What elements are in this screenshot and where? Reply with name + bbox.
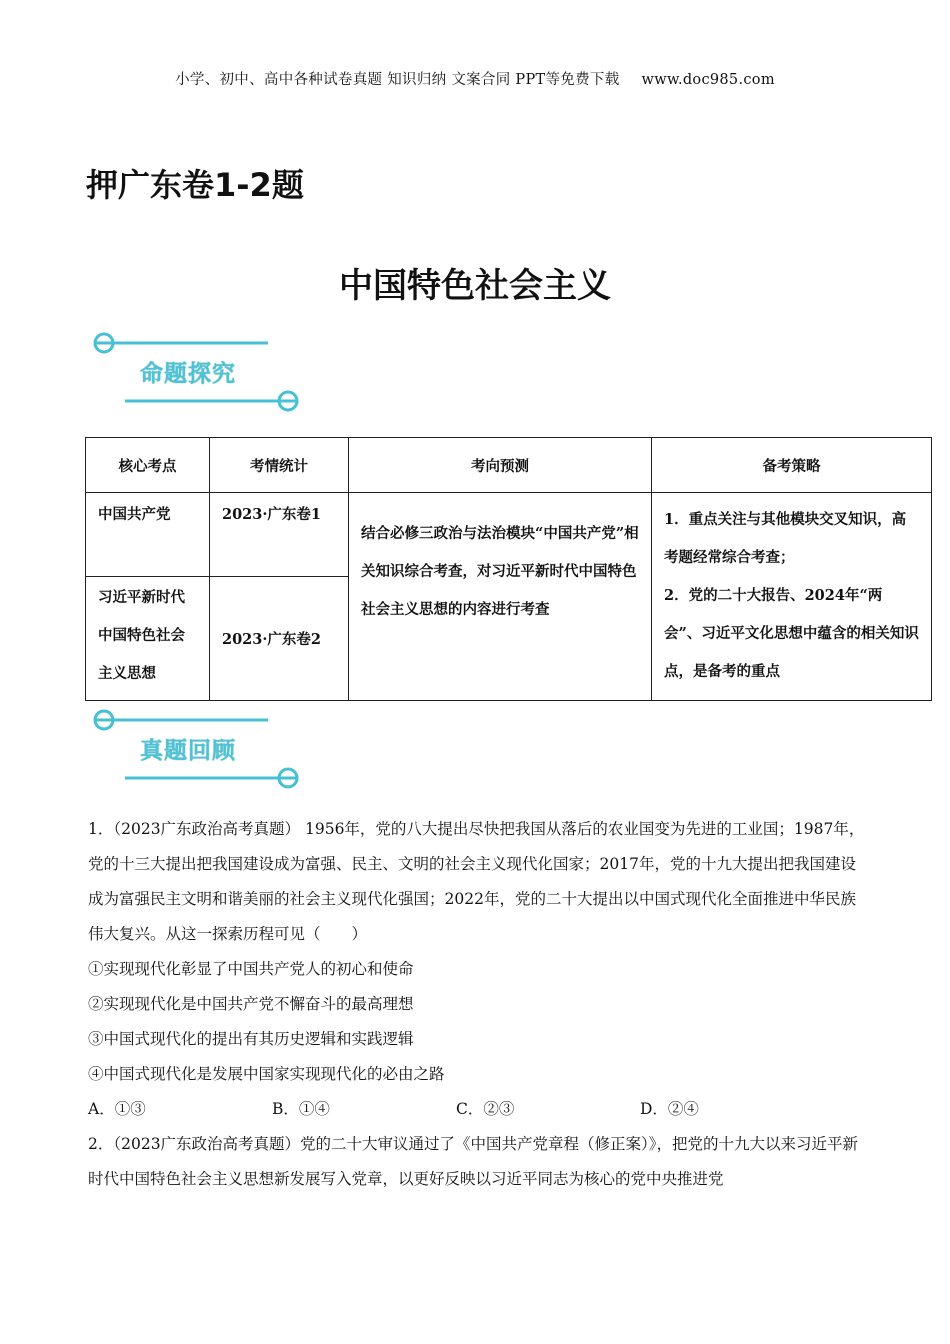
strategy-cell [652, 493, 932, 701]
header-statistics: 考情统计 [210, 438, 349, 493]
question-1-stem: 1．（2023广东政治高考真题） 1956年，党的八大提出尽快把我国从落后的农业国变为先进的工业国；1987年，党的十三大提出把我国建设成为富强、民主、文明的社会主义现代化国家；2017年，党的十九大提出把我国建设成为富强民主文明和谐美丽的社会主义现代化强国；2022年，党的二十大提出以中国式现代化全面推进中华民族伟大复兴。从这一探索历程可见（ ） [88, 820, 865, 943]
header-core-point: 核心考点 [86, 438, 210, 493]
header-text: 小学、初中、高中各种试卷真题 知识归纳 文案合同 PPT等免费下载 [175, 72, 620, 88]
option-a: A．①③ [88, 1100, 146, 1118]
option-b: B．①④ [272, 1100, 330, 1118]
statement: ②实现现代化是中国共产党不懈奋斗的最高理想 [88, 995, 414, 1013]
question-1-options [88, 1092, 868, 1127]
row1-stat: 2023·广东卷1 [210, 493, 349, 577]
forecast-cell: 结合必修三政治与法治模块“中国共产党”相关知识综合考查，对习近平新时代中国特色社会主义思想的内容进行考查 [349, 493, 652, 701]
header-forecast: 考向预测 [349, 438, 652, 493]
header-strategy: 备考策略 [652, 438, 932, 493]
option-c: C．②③ [456, 1100, 515, 1118]
statement: ①实现现代化彰显了中国共产党人的初心和使命 [88, 960, 414, 978]
document-title: 押广东卷1-2题 [86, 166, 304, 204]
strategy-item: 2．党的二十大报告、2024年“两会”、习近平文化思想中蕴含的相关知识点，是备考的重点 [664, 587, 919, 680]
statement: ④中国式现代化是发展中国家实现现代化的必由之路 [88, 1065, 445, 1083]
exploration-banner [90, 327, 305, 412]
questions-section [88, 812, 868, 1197]
table-row [86, 493, 932, 577]
review-label: 真题回顾 [140, 738, 236, 764]
row1-point: 中国共产党 [86, 493, 210, 577]
row2-point: 习近平新时代中国特色社会主义思想 [86, 577, 210, 701]
page-header [0, 68, 950, 89]
option-d: D．②④ [640, 1100, 699, 1118]
review-banner [90, 704, 305, 789]
main-title: 中国特色社会主义 [339, 266, 611, 306]
question-2-stem: 2．（2023广东政治高考真题）党的二十大审议通过了《中国共产党章程（修正案）》，把党的十九大以来习近平新时代中国特色社会主义思想新发展写入党章，以更好反映以习近平同志为核心的党中央推进党 [88, 1135, 859, 1188]
statement: ③中国式现代化的提出有其历史逻辑和实践逻辑 [88, 1030, 414, 1048]
exploration-label: 命题探究 [140, 361, 236, 387]
row2-stat: 2023·广东卷2 [210, 577, 349, 701]
exam-analysis-table [85, 437, 932, 701]
header-url[interactable]: www.doc985.com [641, 72, 775, 88]
strategy-item: 1．重点关注与其他模块交叉知识，高考题经常综合考查； [664, 511, 907, 566]
table-header-row [86, 438, 932, 493]
